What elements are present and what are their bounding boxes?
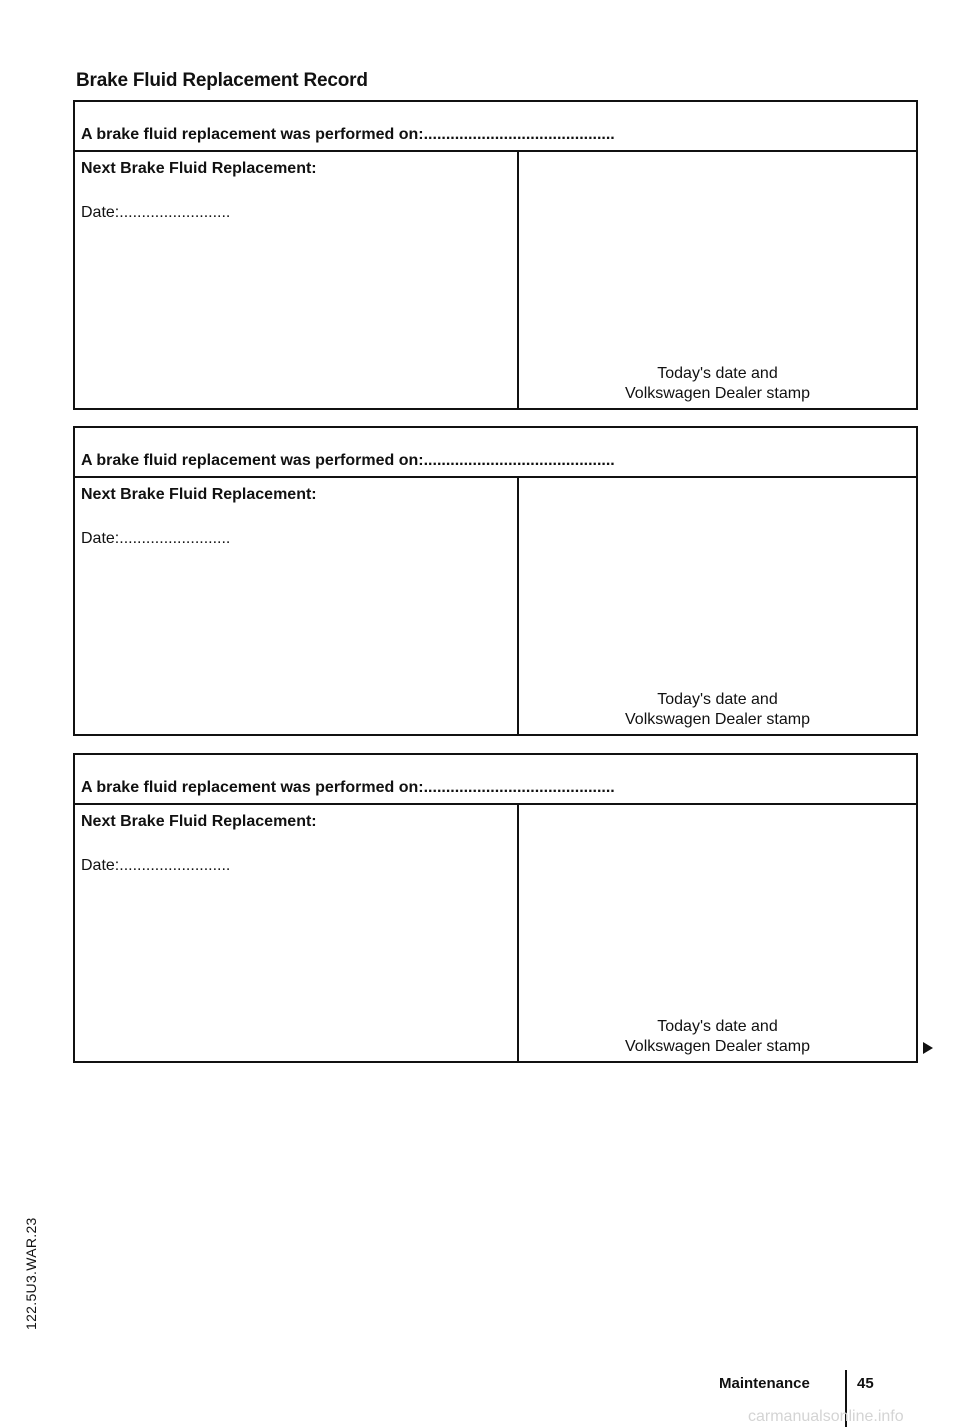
stamp-caption-line2: Volkswagen Dealer stamp <box>625 1038 810 1055</box>
dealer-stamp-cell <box>519 478 916 734</box>
next-replacement-cell <box>75 152 519 408</box>
next-replacement-label: Next Brake Fluid Replacement: <box>81 160 317 177</box>
dealer-stamp-caption <box>519 1017 916 1057</box>
dealer-stamp-caption <box>519 690 916 730</box>
dealer-stamp-cell <box>519 152 916 408</box>
date-field: Date:......................... <box>81 204 231 221</box>
performed-on-row <box>75 428 916 478</box>
performed-on-label: A brake fluid replacement was performed on:........................................... <box>81 126 615 143</box>
stamp-caption-line1: Today's date and <box>657 691 778 708</box>
dealer-stamp-caption <box>519 364 916 404</box>
brake-fluid-record-3 <box>73 753 918 1063</box>
next-replacement-cell <box>75 478 519 734</box>
performed-on-label: A brake fluid replacement was performed on:........................................... <box>81 779 615 796</box>
date-field: Date:......................... <box>81 530 231 547</box>
next-replacement-cell <box>75 805 519 1061</box>
brake-fluid-record-1 <box>73 100 918 410</box>
next-replacement-label: Next Brake Fluid Replacement: <box>81 813 317 830</box>
dealer-stamp-cell <box>519 805 916 1061</box>
brake-fluid-record-2 <box>73 426 918 736</box>
stamp-caption-line1: Today's date and <box>657 365 778 382</box>
performed-on-label: A brake fluid replacement was performed on:........................................... <box>81 452 615 469</box>
next-replacement-label: Next Brake Fluid Replacement: <box>81 486 317 503</box>
performed-on-row <box>75 102 916 152</box>
stamp-caption-line2: Volkswagen Dealer stamp <box>625 385 810 402</box>
performed-on-row <box>75 755 916 805</box>
footer-section-label: Maintenance <box>719 1375 810 1392</box>
document-code: 122.5U3.WAR.23 <box>23 1217 39 1330</box>
page-title: Brake Fluid Replacement Record <box>76 70 368 91</box>
watermark: carmanualsonline.info <box>748 1408 904 1425</box>
page-number: 45 <box>857 1375 874 1392</box>
stamp-caption-line2: Volkswagen Dealer stamp <box>625 711 810 728</box>
continue-arrow-icon <box>923 1042 933 1054</box>
date-field: Date:......................... <box>81 857 231 874</box>
stamp-caption-line1: Today's date and <box>657 1018 778 1035</box>
